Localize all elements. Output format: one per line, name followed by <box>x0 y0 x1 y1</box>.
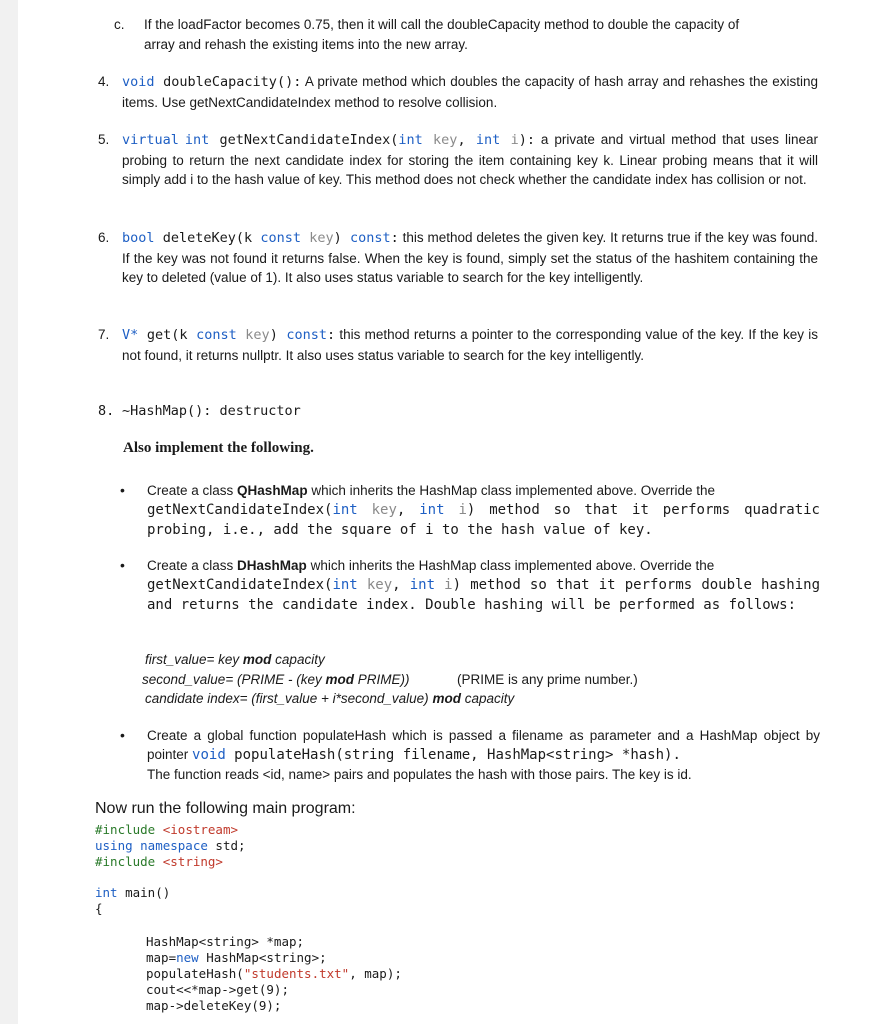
code-keyword: const <box>260 230 302 246</box>
code-keyword: int <box>95 885 118 900</box>
run-title: Now run the following main program: <box>95 800 356 817</box>
formula-text: second_value= (PRIME - (key <box>142 671 326 687</box>
code-keyword: bool <box>122 230 155 246</box>
code-param: key <box>301 230 334 246</box>
bullet-code-text: ) method so that it performs quadratic probing, i.e., add the square of i to the hash value of key. <box>147 502 820 538</box>
list-text: ~HashMap(): destructor <box>122 403 301 419</box>
code-signature: doubleCapacity(): <box>154 74 302 90</box>
class-name: QHashMap <box>237 483 308 498</box>
code-keyword: int <box>475 132 501 148</box>
code-punct: , <box>396 502 420 518</box>
code-block-body <box>146 934 402 1014</box>
code-line: { <box>95 901 103 916</box>
list-number: 6. <box>98 230 110 245</box>
list-text: If the loadFactor becomes 0.75, then it will call the doubleCapacity method to double the capacity of <box>144 17 740 32</box>
list-item-5 <box>98 130 818 190</box>
code-keyword: void <box>192 747 226 763</box>
section-heading: Also implement the following. <box>123 440 314 456</box>
list-text: this method returns a pointer to the corresponding value of the key. If the key is not found, it returns nullptr. It also uses status variable to search for the key intelligently. <box>122 327 818 363</box>
code-punct: ) <box>269 327 287 343</box>
code-signature: getNextCandidateIndex( <box>147 577 333 593</box>
code-signature: deleteKey(k <box>154 230 261 246</box>
code-punct: ): <box>518 132 535 148</box>
list-item-c <box>114 15 816 54</box>
formula-line-1 <box>145 650 822 670</box>
formula-text: capacity <box>271 652 325 667</box>
formula-note: (PRIME is any prime number.) <box>457 671 638 687</box>
formula-text: PRIME)) <box>353 671 410 687</box>
code-keyword: V* <box>122 327 139 343</box>
code-string: <iostream> <box>155 822 239 837</box>
bullet-text: The function reads <id, name> pairs and populates the hash with those pairs. The key is id. <box>147 767 692 782</box>
code-keyword: new <box>176 950 199 965</box>
code-text: HashMap<string>; <box>198 950 327 965</box>
code-keyword: int <box>419 502 445 518</box>
code-keyword: int <box>184 132 210 148</box>
bullet-dot: • <box>120 727 125 743</box>
document-page <box>18 0 873 1024</box>
bullet-text: which inherits the HashMap class implemented above. Override the <box>307 483 716 498</box>
formula-line-2 <box>142 670 822 690</box>
list-item-8 <box>98 402 818 422</box>
code-keyword: int <box>332 577 358 593</box>
code-block-main <box>95 885 170 917</box>
list-text: array and rehash the existing items into the new array. <box>144 36 468 52</box>
code-block-header <box>95 822 246 870</box>
bullet-item-dhashmap <box>120 556 820 615</box>
list-item-7 <box>98 325 818 365</box>
code-line: cout<<*map->get(9); <box>146 982 289 997</box>
code-keyword: int <box>332 502 358 518</box>
code-punct: , <box>392 577 410 593</box>
code-line <box>95 838 246 854</box>
formula-line-3 <box>145 689 822 709</box>
code-preprocessor: #include <box>95 822 156 837</box>
code-line: HashMap<string> *map; <box>146 934 305 949</box>
bullet-dot: • <box>120 482 125 498</box>
formula-text: candidate index= (first_value + i*second_value) <box>145 691 433 706</box>
code-line <box>146 966 402 982</box>
formula-block <box>142 650 822 709</box>
bullet-text: which inherits the HashMap class implemented above. Override the <box>306 558 715 573</box>
code-keyword: using namespace <box>95 838 208 853</box>
code-param: key <box>357 577 393 593</box>
code-punct: ) <box>333 230 351 246</box>
list-number: 4. <box>98 74 110 89</box>
code-keyword: const <box>350 230 391 246</box>
list-label: c. <box>114 17 125 32</box>
code-line <box>95 885 170 901</box>
bullet-code-text: ) method so that it performs double hashing and returns the candidate index. Double hashing will be performed as follows: <box>147 577 821 613</box>
code-param: key <box>236 327 270 343</box>
list-text: a private and virtual method that uses linear probing to return the next candidate index for storing the item containing key k. Linear probing means that it will simply add i to the hash value of key. This method does not check whether the candidate index has collision or not. <box>122 132 819 187</box>
formula-text: first_value= key <box>145 652 243 667</box>
list-item-4 <box>98 72 818 112</box>
code-line <box>146 950 402 966</box>
code-punct: : <box>327 327 336 343</box>
code-string: "students.txt" <box>243 966 350 981</box>
bullet-item-populatehash <box>120 726 820 784</box>
formula-op: mod <box>242 652 272 667</box>
code-preprocessor: #include <box>95 854 156 869</box>
code-param: i <box>500 132 519 148</box>
code-keyword: const <box>286 327 328 343</box>
code-text: map= <box>146 950 177 965</box>
code-signature: getNextCandidateIndex( <box>209 132 399 148</box>
code-signature: get(k <box>138 327 197 343</box>
class-name: DHashMap <box>237 558 307 573</box>
code-text: , map); <box>349 966 402 981</box>
formula-op: mod <box>432 691 461 706</box>
formula-op: mod <box>325 671 354 687</box>
code-keyword: int <box>409 577 436 593</box>
bullet-text: Create a global function populateHash which is passed a filename as parameter and a HashMap object by pointer <box>147 728 820 762</box>
list-text: this method deletes the given key. It returns true if the key was found. If the key was not found it returns false. When the key is found, simply set the status of the hashitem containing the key to deleted (value of 1). It also uses status variable to search for the key intelligently. <box>122 230 818 285</box>
code-keyword: void <box>122 74 155 90</box>
code-punct: , <box>457 132 476 148</box>
code-string: <string> <box>155 854 223 869</box>
code-punct: : <box>390 230 399 246</box>
code-signature: getNextCandidateIndex( <box>147 502 333 518</box>
bullet-dot: • <box>120 557 125 573</box>
list-number: 8. <box>98 403 115 419</box>
code-text: main() <box>117 885 171 900</box>
code-text: std; <box>207 838 246 853</box>
code-param: i <box>444 502 467 518</box>
list-number: 7. <box>98 327 110 342</box>
code-keyword: virtual <box>122 132 179 148</box>
list-number: 5. <box>98 132 110 147</box>
code-line <box>95 822 246 838</box>
code-param: key <box>357 502 397 518</box>
code-keyword: const <box>196 327 237 343</box>
code-param: key <box>422 132 458 148</box>
code-line: map->deleteKey(9); <box>146 998 282 1013</box>
code-text: populateHash( <box>146 966 244 981</box>
formula-text: capacity <box>460 691 515 706</box>
bullet-text: Create a class <box>147 558 238 573</box>
bullet-text: Create a class <box>147 483 238 498</box>
list-text: A private method which doubles the capacity of hash array and rehashes the existing items. Use getNextCandidateIndex method to resolve collision. <box>122 74 818 110</box>
code-keyword: int <box>398 132 423 148</box>
bullet-item-qhashmap <box>120 481 820 540</box>
code-signature: populateHash(string filename, HashMap<string> *hash). <box>225 747 681 763</box>
code-param: i <box>435 577 453 593</box>
code-line <box>95 854 246 870</box>
list-item-6 <box>98 228 818 288</box>
